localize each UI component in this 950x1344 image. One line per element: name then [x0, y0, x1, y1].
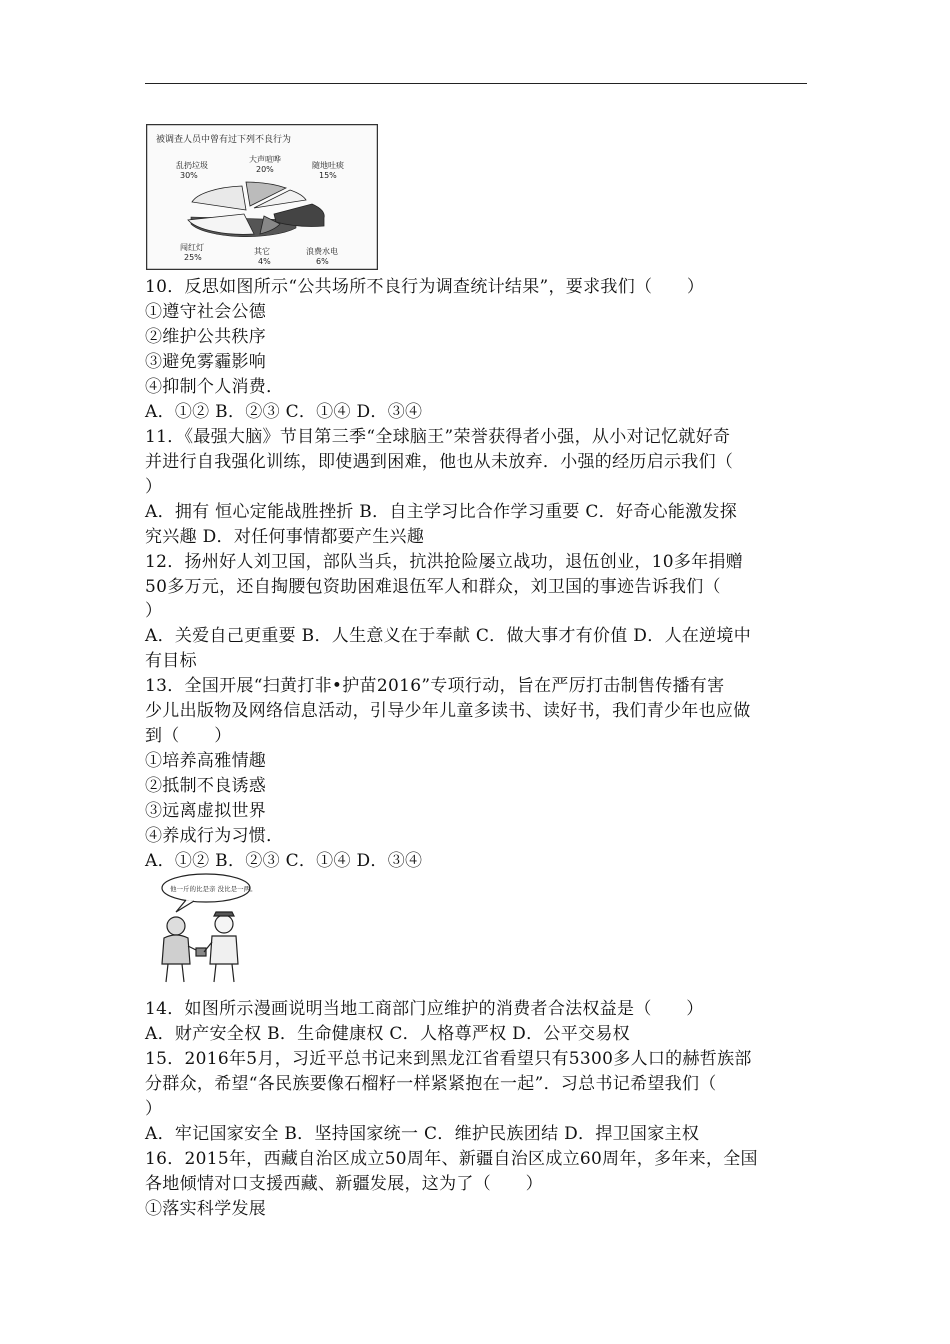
answer-choices: A．拥有 恒心定能战胜挫折 B．自主学习比合作学习重要 C．好奇心能激发探: [145, 502, 738, 522]
option-line: ①落实科学发展: [145, 1199, 267, 1219]
slice-label: 闯红灯: [180, 243, 204, 252]
answer-choices: A．关爱自己更重要 B．人生意义在于奉献 C．做大事才有价值 D．人在逆境中: [145, 626, 752, 646]
slice-value: 4%: [258, 257, 271, 266]
customer-figure: [162, 917, 206, 982]
header-rule: [145, 83, 807, 84]
question-14-stem: 14．如图所示漫画说明当地工商部门应维护的消费者合法权益是（ ）: [145, 999, 704, 1019]
slice-value: 30%: [180, 171, 198, 180]
slice-value: 25%: [184, 253, 202, 262]
question-13-stem: 少儿出版物及网络信息活动，引导少年儿童多读书、读好书，我们青少年也应做: [145, 701, 751, 721]
question-11-stem: ）: [145, 477, 163, 497]
slice-label: 大声喧哗: [249, 155, 281, 164]
option-line: ③避免雾霾影响: [145, 352, 267, 372]
slice-label: 随地吐痰: [312, 161, 344, 170]
slice-value: 15%: [319, 171, 337, 180]
option-line: ②抵制不良诱惑: [145, 776, 267, 796]
answer-choices: A．财产安全权 B．生命健康权 C．人格尊严权 D．公平交易权: [145, 1024, 630, 1044]
question-10-stem: 10．反思如图所示“公共场所不良行为调查统计结果”，要求我们（ ）: [145, 277, 705, 297]
question-15-stem: ）: [145, 1099, 163, 1119]
answer-choices: 究兴趣 D．对任何事情都要产生兴趣: [145, 527, 425, 547]
option-line: ③远离虚拟世界: [145, 801, 267, 821]
answer-choices: 有目标: [145, 651, 197, 671]
option-line: ①遵守社会公德: [145, 302, 267, 322]
slice-label: 浪费水电: [306, 247, 338, 256]
question-13-stem: 到（ ）: [145, 726, 232, 746]
question-12-stem: 50多万元，还自掏腰包资助困难退伍军人和群众，刘卫国的事迹告诉我们（: [145, 577, 721, 597]
question-15-stem: 15．2016年5月，习近平总书记来到黑龙江省看望只有5300多人口的赫哲族部: [145, 1049, 752, 1069]
speech-text: 他一斤的比是亲 没比是一两。: [170, 885, 257, 893]
option-line: ④抑制个人消费．: [145, 377, 284, 397]
question-12-stem: 12．扬州好人刘卫国，部队当兵，抗洪抢险屡立战功，退伍创业，10多年捐赠: [145, 552, 744, 572]
cartoon-figure: [146, 868, 270, 988]
question-11-stem: 并进行自我强化训练，即使遇到困难，他也从未放弃．小强的经历启示我们（: [145, 452, 734, 472]
answer-choices: A．①② B．②③ C．①④ D．③④: [145, 402, 423, 422]
question-16-stem: 各地倾情对口支援西藏、新疆发展，这为了（ ）: [145, 1174, 543, 1194]
option-line: ①培养高雅情趣: [145, 751, 267, 771]
slice-value: 20%: [256, 165, 274, 174]
question-15-stem: 分群众，希望“各民族要像石榴籽一样紧紧抱在一起”．习总书记希望我们（: [145, 1074, 717, 1094]
option-line: ④养成行为习惯．: [145, 826, 284, 846]
slice-value: 6%: [316, 257, 329, 266]
official-figure: [204, 912, 238, 982]
question-13-stem: 13．全国开展“扫黄打非•护苗2016”专项行动，旨在严厉打击制售传播有害: [145, 676, 725, 696]
question-12-stem: ）: [145, 601, 163, 621]
question-16-stem: 16．2015年，西藏自治区成立50周年、新疆自治区成立60周年，多年来，全国: [145, 1149, 758, 1169]
answer-choices: A．①② B．②③ C．①④ D．③④: [145, 851, 423, 871]
pie-chart-figure: [146, 124, 378, 270]
chart-title: 被调查人员中曾有过下列不良行为: [156, 135, 292, 145]
slice-label: 其它: [254, 247, 270, 256]
question-11-stem: 11．《最强大脑》节目第三季“全球脑王”荣誉获得者小强，从小对记忆就好奇: [145, 427, 731, 447]
option-line: ②维护公共秩序: [145, 327, 267, 347]
answer-choices: A．牢记国家安全 B．坚持国家统一 C．维护民族团结 D．捍卫国家主权: [145, 1124, 700, 1144]
slice-label: 乱扔垃圾: [176, 161, 208, 170]
